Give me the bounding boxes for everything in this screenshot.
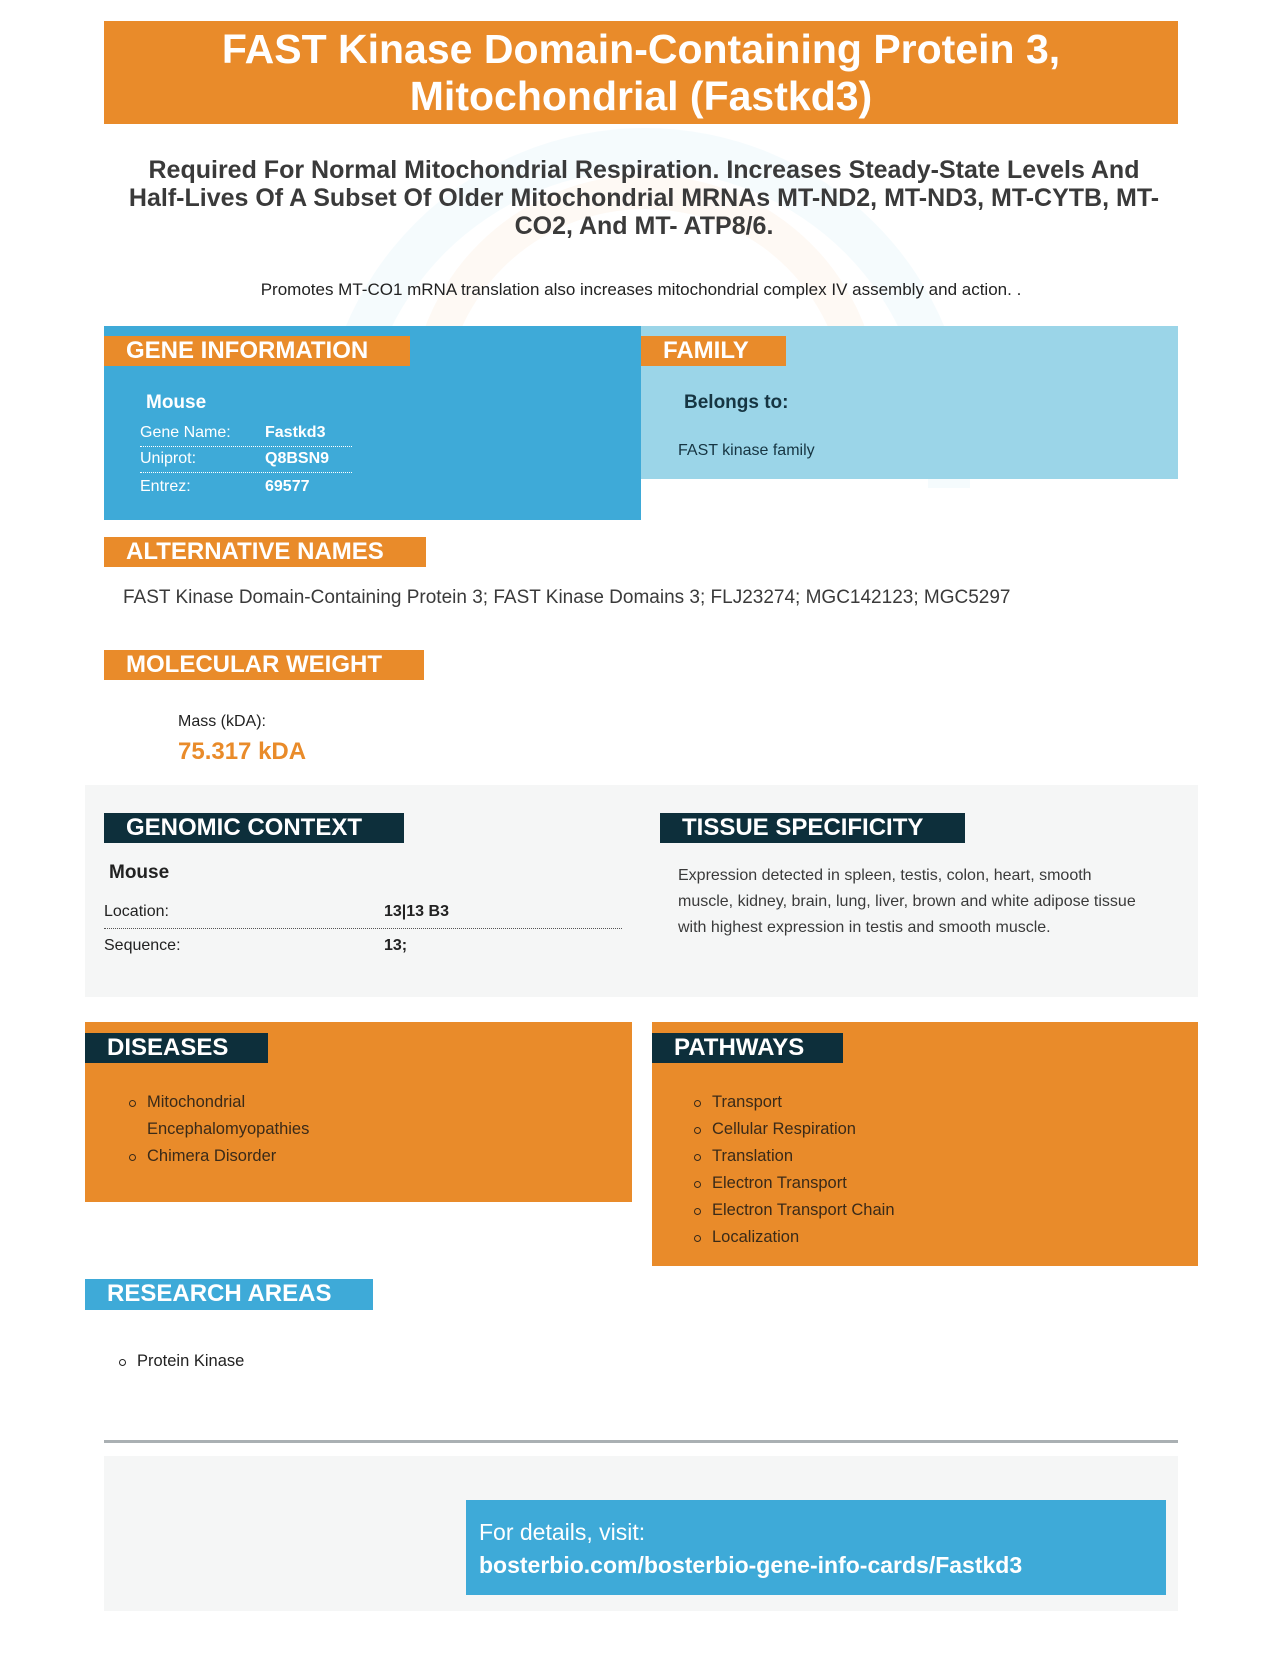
location-row <box>104 896 622 929</box>
genomic-organism: Mouse <box>109 862 170 883</box>
family-heading: FAMILY <box>641 336 786 366</box>
alternative-names-text: FAST Kinase Domain-Containing Protein 3; FAST Kinase Domains 3; FLJ23274; MGC142123; MGC5297 <box>123 587 1011 608</box>
page-title-text: FAST Kinase Domain-Containing Protein 3, Mitochondrial (Fastkd3) <box>221 25 1061 119</box>
page-title <box>104 21 1178 124</box>
uniprot-label: Uniprot: <box>140 450 197 467</box>
entrez-row <box>140 474 352 500</box>
family-value: FAST kinase family <box>678 442 815 459</box>
list-item: Translation <box>692 1143 992 1170</box>
details-link-box[interactable] <box>466 1500 1166 1595</box>
tissue-specificity-text: Expression detected in spleen, testis, colon, heart, smooth muscle, kidney, brain, lung, liver, brown and white adipose tissue with highest expression in testis and smooth muscle. <box>678 867 1136 936</box>
pathways-heading: PATHWAYS <box>652 1033 843 1063</box>
list-item: Electron Transport Chain <box>692 1197 992 1224</box>
gene-organism: Mouse <box>146 392 207 413</box>
list-item: Protein Kinase <box>117 1348 417 1375</box>
gene-information-heading: GENE INFORMATION <box>104 336 410 366</box>
alternative-names-heading: ALTERNATIVE NAMES <box>104 537 426 567</box>
list-item: Transport <box>692 1089 992 1116</box>
list-item: Cellular Respiration <box>692 1116 992 1143</box>
location-label: Location: <box>104 903 169 920</box>
research-areas-list <box>117 1348 417 1375</box>
uniprot-value: Q8BSN9 <box>265 450 330 467</box>
list-item: Electron Transport <box>692 1170 992 1197</box>
genomic-context-heading: GENOMIC CONTEXT <box>104 813 404 843</box>
uniprot-row <box>140 446 352 473</box>
location-value: 13|13 B3 <box>384 903 449 920</box>
gene-name-row <box>140 420 352 447</box>
molecular-weight-heading: MOLECULAR WEIGHT <box>104 650 424 680</box>
list-item: Localization <box>692 1224 992 1251</box>
pathways-list <box>692 1089 992 1251</box>
diseases-list <box>127 1089 357 1170</box>
family-belongs-label: Belongs to: <box>684 392 789 413</box>
list-item: Chimera Disorder <box>127 1143 357 1170</box>
entrez-value: 69577 <box>265 478 310 495</box>
sequence-value: 13; <box>384 937 408 954</box>
gene-name-label: Gene Name: <box>140 424 231 441</box>
mass-label: Mass (kDA): <box>178 713 266 730</box>
gene-function-detail: Promotes MT-CO1 mRNA translation also increases mitochondrial complex IV assembly and action. . <box>260 280 1022 299</box>
entrez-label: Entrez: <box>140 478 191 495</box>
list-item: Mitochondrial Encephalomyopathies <box>127 1089 357 1143</box>
sequence-row <box>104 930 622 962</box>
gene-name-value: Fastkd3 <box>265 424 326 441</box>
diseases-heading: DISEASES <box>85 1033 268 1063</box>
gene-function-summary: Required For Normal Mitochondrial Respiration. Increases Steady-State Levels And Half-Lives Of A Subset Of Older Mitochondrial MRNAs MT-ND2, MT-ND3, MT-CYTB, MT-CO2, And MT- ATP8/6. <box>128 156 1160 240</box>
mass-value: 75.317 kDA <box>178 738 307 765</box>
tissue-specificity-heading: TISSUE SPECIFICITY <box>660 813 965 843</box>
details-link[interactable]: bosterbio.com/bosterbio-gene-info-cards/Fastkd3 <box>479 1552 1023 1578</box>
research-areas-heading: RESEARCH AREAS <box>85 1279 373 1310</box>
sequence-label: Sequence: <box>104 937 181 954</box>
footer-divider <box>104 1440 1178 1443</box>
visit-label: For details, visit: <box>479 1519 646 1545</box>
